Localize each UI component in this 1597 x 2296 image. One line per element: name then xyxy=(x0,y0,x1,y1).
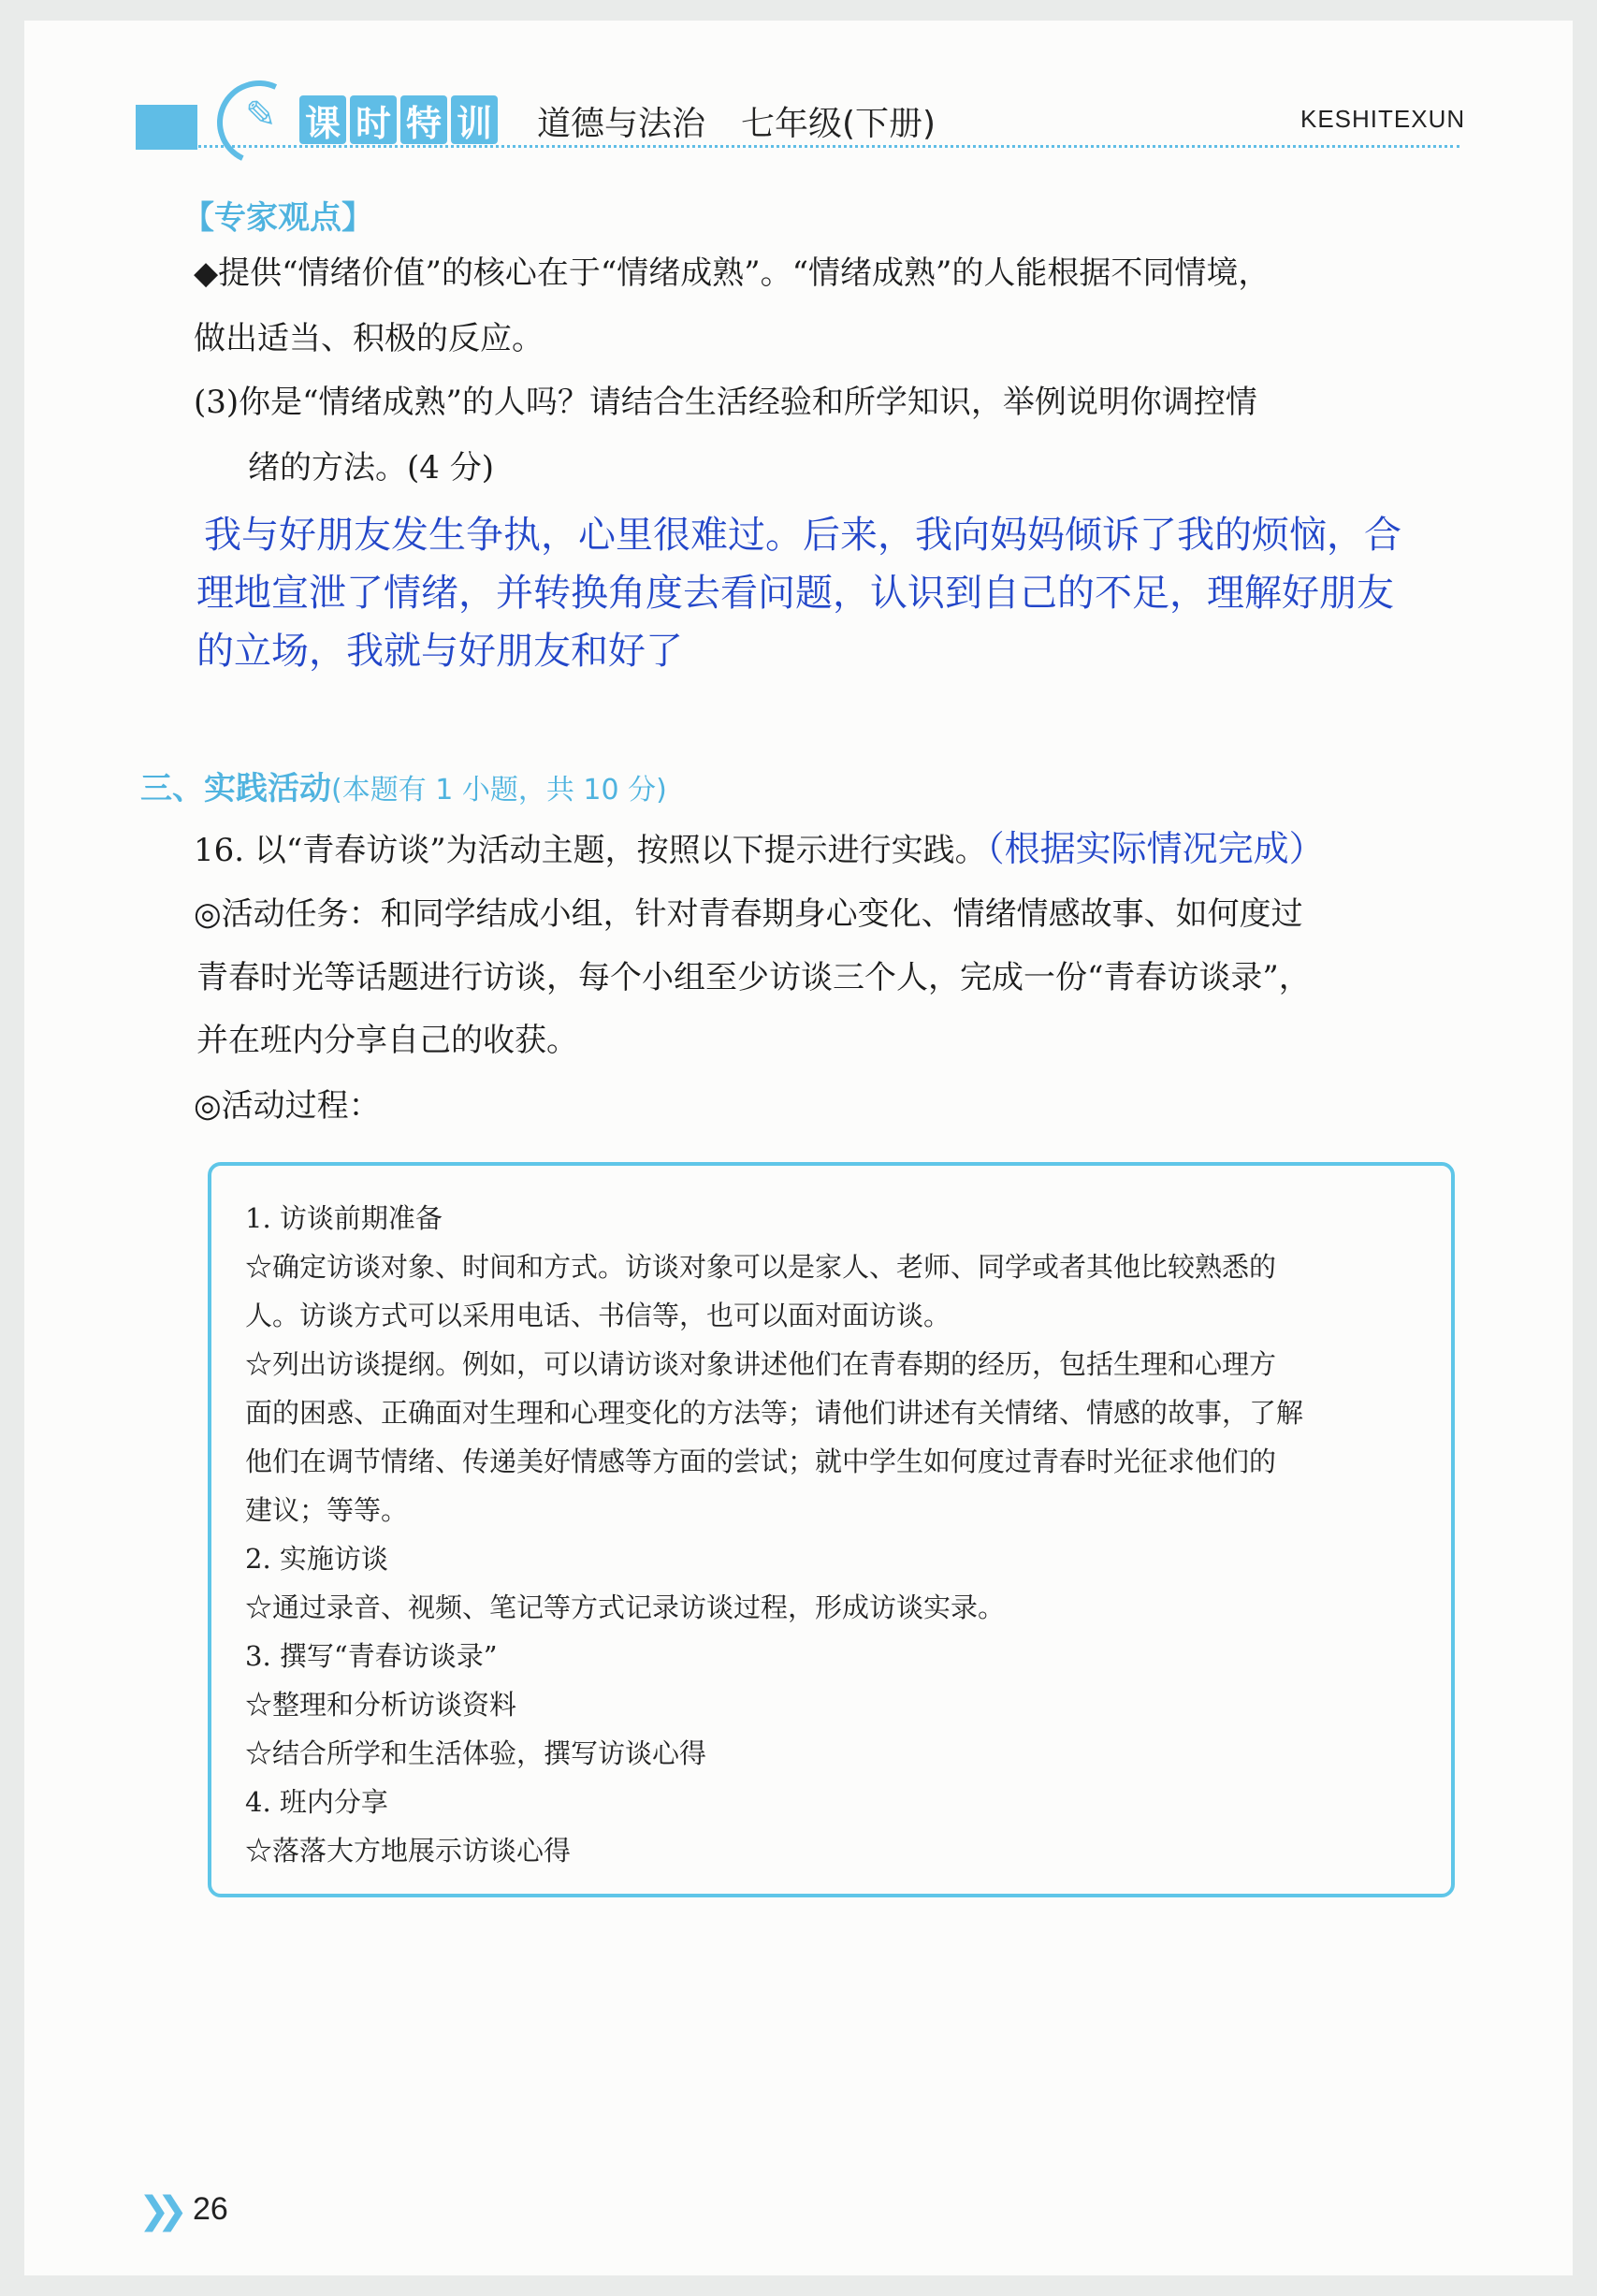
section-title: 三、实践活动 xyxy=(140,770,331,807)
box-line: 3. 撰写“青春访谈录” xyxy=(245,1640,498,1672)
question-3-line: 绪的方法。(4 分) xyxy=(248,449,494,487)
box-line: 面的困惑、正确面对生理和心理变化的方法等；请他们讲述有关情绪、情感的故事，了解 xyxy=(245,1397,1304,1429)
process-box-content xyxy=(245,1194,1303,1875)
box-line: ☆整理和分析访谈资料 xyxy=(245,1689,517,1721)
box-line: 建议；等等。 xyxy=(245,1494,409,1526)
box-line: ☆确定访谈对象、时间和方式。访谈对象可以是家人、老师、同学或者其他比较熟悉的 xyxy=(245,1251,1277,1283)
box-line: 1. 访谈前期准备 xyxy=(245,1202,443,1234)
logo-char: 课 xyxy=(299,95,346,144)
box-line: 4. 班内分享 xyxy=(245,1786,388,1818)
logo-char: 时 xyxy=(350,95,397,144)
activity-task-line: 青春时光等话题进行访谈，每个小组至少访谈三个人，完成一份“青春访谈录”， xyxy=(196,959,1311,996)
expert-tag: 【专家观点】 xyxy=(182,199,373,237)
expert-line: 做出适当、积极的反应。 xyxy=(194,320,544,357)
section-heading xyxy=(140,763,667,808)
header-brand: KESHITEXUN xyxy=(1300,105,1466,133)
box-line: ☆结合所学和生活体验，撰写访谈心得 xyxy=(245,1737,707,1769)
activity-task-line: 并在班内分享自己的收获。 xyxy=(196,1022,578,1059)
box-line: 他们在调节情绪、传递美好情感等方面的尝试；就中学生如何度过青春时光征求他们的 xyxy=(245,1446,1277,1477)
logo-char: 训 xyxy=(451,95,498,144)
header-divider xyxy=(136,145,1459,148)
expert-line: ◆提供“情绪价值”的核心在于“情绪成熟”。“情绪成熟”的人能根据不同情境， xyxy=(194,254,1270,292)
header-color-block xyxy=(136,105,197,150)
logo-title xyxy=(299,95,498,150)
box-line: ☆列出访谈提纲。例如，可以请访谈对象讲述他们在青春期的经历，包括生理和心理方 xyxy=(245,1348,1277,1380)
question-16-text: 16. 以“青春访谈”为活动主题，按照以下提示进行实践。 xyxy=(194,832,987,869)
header-grade: 七年级(下册) xyxy=(741,105,936,143)
box-line: 2. 实施访谈 xyxy=(245,1543,388,1575)
box-line: ☆通过录音、视频、笔记等方式记录访谈过程，形成访谈实录。 xyxy=(245,1591,1006,1623)
handwritten-answer: 的立场，我就与好朋友和好了 xyxy=(196,630,683,673)
activity-process-label: ◎活动过程： xyxy=(194,1087,381,1125)
section-note: (本题有 1 小题，共 10 分) xyxy=(331,774,667,807)
question-16-stem xyxy=(194,828,1325,871)
logo-feather-icon: ✎ xyxy=(245,94,277,137)
activity-task-line: ◎活动任务：和同学结成小组，针对青春期身心变化、情绪情感故事、如何度过 xyxy=(194,895,1303,933)
logo-char: 特 xyxy=(400,95,447,144)
handwritten-answer: 我与好朋友发生争执，心里很难过。后来，我向妈妈倾诉了我的烦恼，合 xyxy=(204,514,1401,557)
handwritten-answer: （根据实际情况完成） xyxy=(986,828,1325,869)
box-line: ☆落落大方地展示访谈心得 xyxy=(245,1835,572,1867)
box-line: 人。访谈方式可以采用电话、书信等，也可以面对面访谈。 xyxy=(245,1300,951,1331)
header-subject: 道德与法治 xyxy=(537,105,706,143)
question-3-line: (3)你是“情绪成熟”的人吗？请结合生活经验和所学知识，举例说明你调控情 xyxy=(194,384,1257,421)
page-number: 26 xyxy=(193,2191,228,2227)
page-arrow-icon: ❯❯ xyxy=(138,2189,176,2232)
handwritten-answer: 理地宣泄了情绪，并转换角度去看问题，认识到自己的不足，理解好朋友 xyxy=(196,572,1394,615)
